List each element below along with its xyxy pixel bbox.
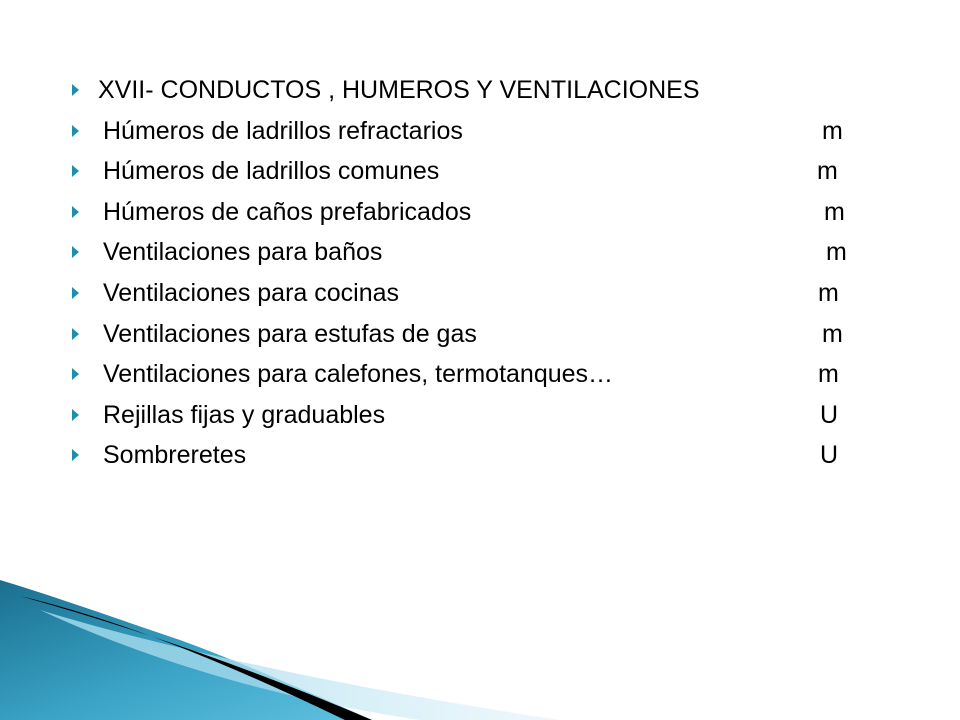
item-unit: m <box>822 116 843 145</box>
arrow-bullet-icon <box>72 328 79 340</box>
heading-row <box>0 70 960 111</box>
item-label: Húmeros de ladrillos comunes <box>103 157 440 186</box>
list-item <box>0 395 960 436</box>
arrow-bullet-icon <box>72 368 79 380</box>
list-item <box>0 354 960 395</box>
item-label: Rejillas fijas y graduables <box>103 400 386 429</box>
item-label: Ventilaciones para calefones, termotanques… <box>103 360 614 389</box>
arrow-bullet-icon <box>72 246 79 258</box>
item-label: Ventilaciones para cocinas <box>103 278 400 307</box>
item-label: Ventilaciones para estufas de gas <box>103 319 477 348</box>
arrow-bullet-icon <box>72 206 79 218</box>
arrow-bullet-icon <box>72 125 79 137</box>
item-unit: m <box>822 319 843 348</box>
list-item <box>0 232 960 273</box>
arrow-bullet-icon <box>72 449 79 461</box>
arrow-bullet-icon <box>72 84 79 96</box>
list-item <box>0 111 960 152</box>
list-item <box>0 273 960 314</box>
item-unit: U <box>820 400 839 429</box>
list-item <box>0 314 960 355</box>
item-unit: m <box>824 197 845 226</box>
item-label: Húmeros de ladrillos refractarios <box>103 116 463 145</box>
list-item <box>0 435 960 476</box>
arrow-bullet-icon <box>72 287 79 299</box>
item-unit: m <box>818 278 839 307</box>
item-label: Ventilaciones para baños <box>103 238 383 267</box>
arrow-bullet-icon <box>72 165 79 177</box>
item-unit: m <box>817 157 838 186</box>
list-item <box>0 151 960 192</box>
item-label: Húmeros de caños prefabricados <box>103 197 472 226</box>
item-unit: m <box>818 360 839 389</box>
arrow-bullet-icon <box>72 409 79 421</box>
item-unit: m <box>826 238 847 267</box>
section-heading: XVII- CONDUCTOS , HUMEROS Y VENTILACIONES <box>98 76 700 104</box>
bullet-list <box>0 70 960 476</box>
item-unit: U <box>820 441 839 470</box>
wave-decoration <box>0 580 960 720</box>
list-item <box>0 192 960 233</box>
item-label: Sombreretes <box>103 441 247 470</box>
